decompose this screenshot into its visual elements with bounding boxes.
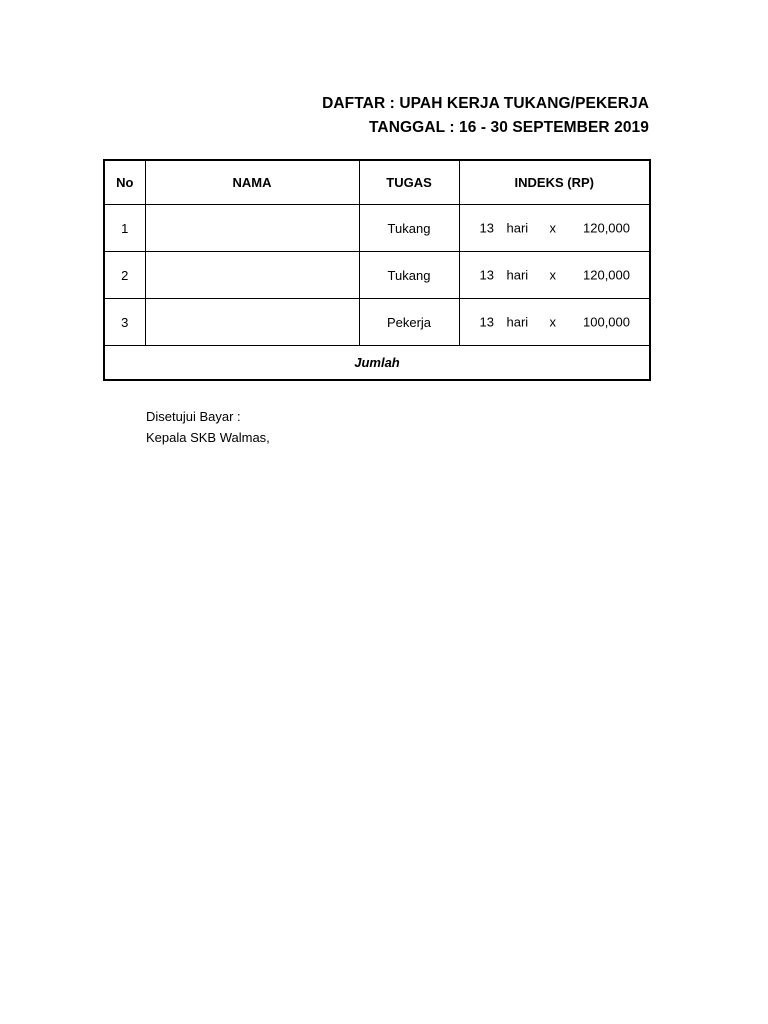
row-index — [459, 299, 650, 346]
approval-label: Disetujui Bayar : — [146, 409, 241, 424]
row-index-rate: 100,000 — [583, 314, 630, 330]
column-header-indeks: INDEKS (RP) — [459, 160, 650, 205]
row-index — [459, 252, 650, 299]
row-number: 3 — [104, 299, 145, 346]
row-index-days: 13 — [479, 267, 494, 283]
column-header-no: No — [104, 160, 145, 205]
row-task: Pekerja — [359, 299, 459, 346]
document-title-block — [300, 92, 649, 140]
total-label: Jumlah — [104, 346, 650, 381]
row-index-days: 13 — [479, 314, 494, 330]
row-number: 1 — [104, 205, 145, 252]
row-index-rate: 120,000 — [583, 267, 630, 283]
table-row — [104, 205, 650, 252]
row-task: Tukang — [359, 205, 459, 252]
column-header-nama: NAMA — [145, 160, 359, 205]
table-row — [104, 252, 650, 299]
row-index — [459, 205, 650, 252]
row-index-rate: 120,000 — [583, 220, 630, 236]
row-index-unit: hari — [506, 267, 529, 283]
row-index-days: 13 — [479, 220, 494, 236]
wage-table — [103, 159, 651, 381]
row-index-unit: hari — [506, 220, 529, 236]
row-name — [145, 205, 359, 252]
document-title: DAFTAR : UPAH KERJA TUKANG/PEKERJA — [322, 95, 649, 112]
row-task: Tukang — [359, 252, 459, 299]
row-index-multiply: x — [549, 220, 556, 236]
row-index-unit: hari — [506, 314, 529, 330]
table-total-row — [104, 346, 650, 381]
row-index-multiply: x — [549, 314, 556, 330]
document-date-range: TANGGAL : 16 - 30 SEPTEMBER 2019 — [369, 119, 649, 136]
table-row — [104, 299, 650, 346]
approver-title: Kepala SKB Walmas, — [146, 430, 270, 445]
row-index-multiply: x — [549, 267, 556, 283]
approval-block — [146, 406, 270, 448]
column-header-tugas: TUGAS — [359, 160, 459, 205]
row-number: 2 — [104, 252, 145, 299]
row-name — [145, 252, 359, 299]
table-header-row — [104, 160, 650, 205]
row-name — [145, 299, 359, 346]
